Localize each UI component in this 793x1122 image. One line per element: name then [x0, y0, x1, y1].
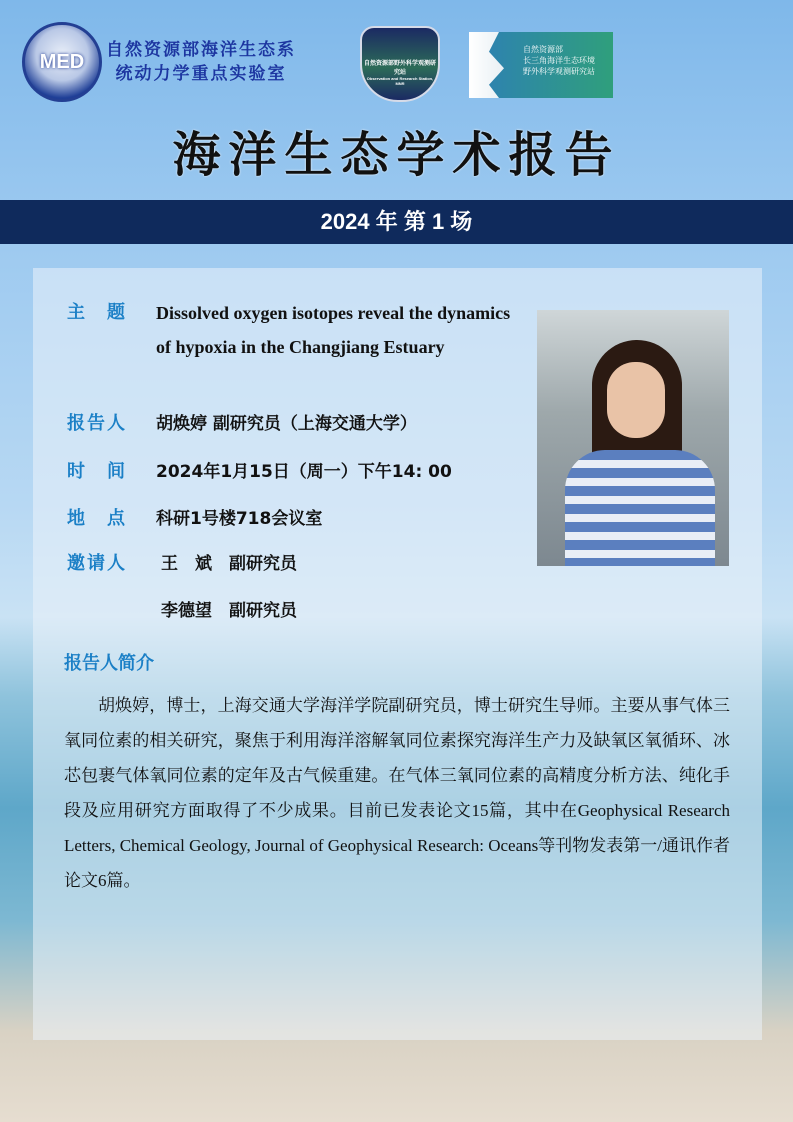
- topic-label: 主 题: [67, 302, 127, 323]
- bio-heading: 报告人简介: [64, 653, 154, 674]
- inviter-2: 李德望 副研究员: [161, 601, 297, 621]
- time-label: 时 间: [67, 461, 127, 482]
- place-label: 地 点: [67, 508, 127, 529]
- speaker-label: 报告人: [67, 413, 127, 434]
- speaker-photo: [537, 310, 729, 566]
- inviter-label: 邀请人: [67, 553, 127, 574]
- topic-value: Dissolved oxygen isotopes reveal the dynamics of hypoxia in the Changjiang Estuary: [156, 303, 511, 357]
- station2-line3: 野外科学观测研究站: [523, 67, 595, 76]
- station-badge-en: Observation and Research Station, MNR: [366, 76, 434, 86]
- page-title: 海洋生态学术报告: [172, 127, 621, 183]
- station2-line1: 自然资源部: [523, 45, 563, 54]
- station2-logo: [469, 32, 613, 98]
- med-logo-text: MED: [39, 50, 85, 73]
- station-badge-logo: [360, 26, 440, 102]
- lab-name: [106, 38, 296, 86]
- time-value: 2024年1月15日（周一）下午14: 00: [156, 462, 452, 482]
- speaker-value: 胡焕婷 副研究员（上海交通大学）: [156, 414, 417, 434]
- station2-line2: 长三角海洋生态环境: [523, 56, 595, 65]
- session-band: 2024 年 第 1 场: [0, 200, 793, 244]
- inviter-1: 王 斌 副研究员: [161, 554, 297, 574]
- station-badge-text: 自然资源部野外科学观测研究站: [363, 61, 436, 76]
- lab-name-line2: 统动力学重点实验室: [115, 64, 287, 84]
- bio-text: 胡焕婷，博士，上海交通大学海洋学院副研究员，博士研究生导师。主要从事气体三氧同位素的相关研究，聚焦于利用海洋溶解氧同位素探究海洋生产力及缺氧区氧循环、冰芯包裹气体氧同位素的定年及古气候重建。在气体三氧同位素的高精度分析方法、纯化手段及应用研究方面取得了不少成果。目前已发表论文15篇，其中在Geophysical Research Letters, Chemical Geology, Journal of Geophysical Research: Oceans等刊物发表第一/通讯作者论文6篇。: [64, 696, 730, 890]
- place-value: 科研1号楼718会议室: [156, 509, 323, 529]
- lab-name-line1: 自然资源部海洋生态系: [106, 40, 296, 60]
- med-logo: [22, 22, 102, 102]
